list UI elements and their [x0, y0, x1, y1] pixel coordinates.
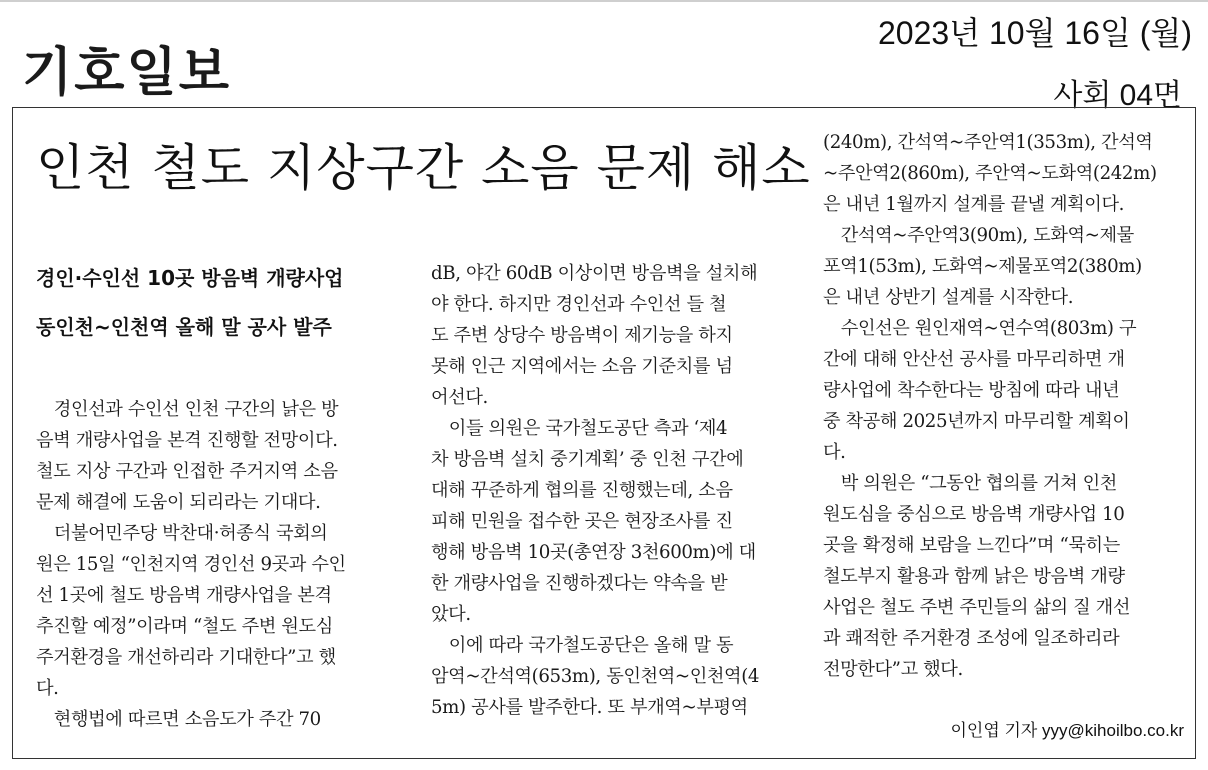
article-line: 도 주변 상당수 방음벽이 제기능을 하지: [431, 325, 733, 346]
article-line: 못해 인근 지역에서는 소음 기준치를 넘: [431, 356, 733, 377]
publication-date: 2023년 10월 16일 (월): [877, 15, 1192, 51]
article-line: 피해 민원을 접수한 곳은 현장조사를 진: [431, 511, 733, 532]
article-line: 철도 지상 구간과 인접한 주거지역 소음: [36, 461, 338, 482]
top-rule: [0, 0, 1208, 2]
article-line: 았다.: [431, 604, 471, 625]
article-line: 다.: [823, 442, 846, 463]
article-line: 철도부지 활용과 함께 낡은 방음벽 개량: [823, 566, 1125, 587]
article-line: 행해 방음벽 10곳(총연장 3천600m)에 대: [431, 542, 756, 563]
article-line: 간석역~주안역3(90m), 도화역~제물: [823, 225, 1134, 246]
article-column-3: [823, 127, 1183, 685]
reporter-byline: 이인엽 기자 yyy@kihoilbo.co.kr: [950, 721, 1184, 740]
article-line: 선 1곳에 철도 방음벽 개량사업을 본격: [36, 585, 332, 606]
section-page-label: 사회 04면: [1053, 79, 1182, 112]
article-line: 주거환경을 개선하리라 기대한다”고 했: [36, 647, 336, 668]
article-line: 과 쾌적한 주거환경 조성에 일조하리라: [823, 628, 1120, 649]
article-line: 중 착공해 2025년까지 마무리할 계획이: [823, 411, 1130, 432]
article-line: 현행법에 따르면 소음도가 주간 70: [36, 709, 321, 730]
article-subhead-2: 동인천~인천역 올해 말 공사 발주: [36, 315, 332, 339]
article-line: 추진할 예정”이라며 “철도 주변 원도심: [36, 616, 333, 637]
article-line: 차 방음벽 설치 중기계획’ 중 인천 구간에: [431, 449, 744, 470]
article-line: dB, 야간 60dB 이상이면 방음벽을 설치해: [431, 263, 758, 284]
article-line: 어선다.: [431, 387, 488, 408]
article-line: 박 의원은 “그동안 협의를 거쳐 인천: [823, 473, 1117, 494]
article-column-2: [431, 258, 791, 723]
article-line: 다.: [36, 678, 59, 699]
article-headline: 인천 철도 지상구간 소음 문제 해소: [36, 139, 811, 197]
article-line: 문제 해결에 도움이 되리라는 기대다.: [36, 492, 321, 513]
article-line: 곳을 확정해 보람을 느낀다”며 “묵히는: [823, 535, 1120, 556]
article-line: 수인선은 원인재역~연수역(803m) 구: [823, 318, 1137, 339]
article-line: 전망한다”고 했다.: [823, 659, 963, 680]
article-line: 5m) 공사를 발주한다. 또 부개역~부평역: [431, 697, 748, 718]
article-column-1: [36, 394, 396, 735]
article-line: 경인선과 수인선 인천 구간의 낡은 방: [36, 399, 339, 420]
article-line: 야 한다. 하지만 경인선과 수인선 들 철: [431, 294, 727, 315]
article-line: 이에 따라 국가철도공단은 올해 말 동: [431, 635, 734, 656]
newspaper-masthead: 기호일보: [22, 43, 231, 103]
article-line: 사업은 철도 주변 주민들의 삶의 질 개선: [823, 597, 1130, 618]
article-subhead-1: 경인·수인선 10곳 방음벽 개량사업: [36, 266, 344, 290]
article-line: 더불어민주당 박찬대·허종식 국회의: [36, 523, 328, 544]
article-line: 량사업에 착수한다는 방침에 따라 내년: [823, 380, 1120, 401]
article-line: 한 개량사업을 진행하겠다는 약속을 받: [431, 573, 728, 594]
article-line: 포역1(53m), 도화역~제물포역2(380m): [823, 256, 1142, 277]
article-line: 은 내년 상반기 설계를 시작한다.: [823, 287, 1074, 308]
article-line: 원은 15일 “인천지역 경인선 9곳과 수인: [36, 554, 346, 575]
article-line: 대해 꾸준하게 협의를 진행했는데, 소음: [431, 480, 733, 501]
article-line: 간에 대해 안산선 공사를 마무리하면 개: [823, 349, 1125, 370]
article-line: 암역~간석역(653m), 동인천역~인천역(4: [431, 666, 760, 687]
article-line: 이들 의원은 국가철도공단 측과 ‘제4: [431, 418, 728, 439]
article-line: 음벽 개량사업을 본격 진행할 전망이다.: [36, 430, 338, 451]
article-line: 원도심을 중심으로 방음벽 개량사업 10: [823, 504, 1125, 525]
article-line: (240m), 간석역~주안역1(353m), 간석역: [823, 132, 1153, 153]
article-line: 은 내년 1월까지 설계를 끝낼 계획이다.: [823, 194, 1124, 215]
article-line: ~주안역2(860m), 주안역~도화역(242m): [823, 163, 1157, 184]
